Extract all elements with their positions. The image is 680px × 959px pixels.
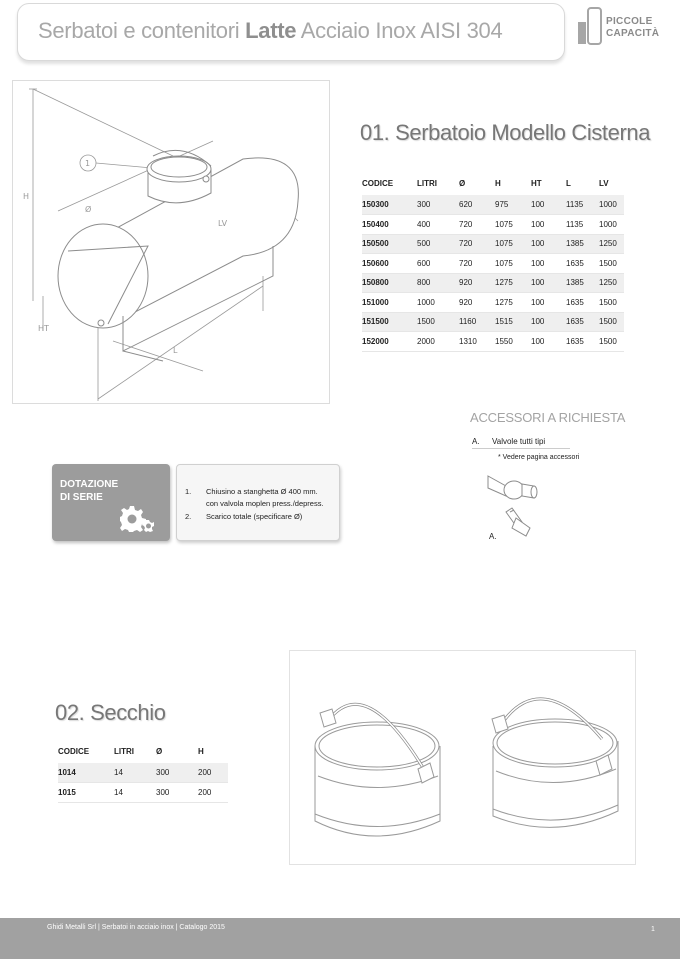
- bucket-illustration: [290, 651, 637, 866]
- tank-drawing: [12, 80, 330, 404]
- gears-icon: [120, 504, 154, 532]
- cell-code: 151000: [362, 293, 417, 313]
- col-header: LITRI: [417, 178, 437, 188]
- table-row: [362, 234, 624, 254]
- table-cell: 300: [156, 763, 198, 783]
- table-cell: 1250: [599, 234, 624, 254]
- table-cell: 1635: [566, 254, 599, 274]
- dim-lv-label: LV: [218, 219, 228, 228]
- cell-code: 150400: [362, 215, 417, 235]
- table-cell: 720: [459, 215, 495, 235]
- table-cell: 1135: [566, 195, 599, 215]
- header-banner: [17, 3, 565, 61]
- table-cell: 2000: [417, 332, 459, 352]
- table-row: [362, 273, 624, 293]
- table-cell: 100: [531, 234, 566, 254]
- table-cell: 1160: [459, 312, 495, 332]
- cell-code: 150500: [362, 234, 417, 254]
- table-row: [58, 783, 228, 803]
- table-cell: 300: [417, 195, 459, 215]
- table-cell: 100: [531, 195, 566, 215]
- dim-l-label: L: [173, 346, 178, 355]
- cell-code: 152000: [362, 332, 417, 352]
- table-header-row: [362, 177, 624, 195]
- table-cell: 14: [114, 763, 156, 783]
- section2-title: 02. Secchio: [55, 700, 166, 725]
- table-cell: 720: [459, 254, 495, 274]
- col-header: HT: [531, 178, 542, 188]
- table-cell: 400: [417, 215, 459, 235]
- col-header: Ø: [156, 746, 163, 756]
- table-cell: 1500: [599, 312, 624, 332]
- table-cell: 100: [531, 332, 566, 352]
- table-cell: 1310: [459, 332, 495, 352]
- table-cell: 300: [156, 783, 198, 803]
- table-row: [362, 195, 624, 215]
- table-cell: 1550: [495, 332, 531, 352]
- table-cell: 975: [495, 195, 531, 215]
- dotazione-list: [176, 464, 340, 541]
- table-cell: 1500: [599, 293, 624, 313]
- table-row: [362, 215, 624, 235]
- table-cell: 1075: [495, 234, 531, 254]
- table-cell: 1000: [417, 293, 459, 313]
- list-number: 2.: [185, 512, 192, 521]
- table-cell: 1635: [566, 332, 599, 352]
- table-cell: 800: [417, 273, 459, 293]
- dotazione-badge: [52, 464, 170, 541]
- col-header: LITRI: [114, 746, 134, 756]
- logo-text: [606, 16, 659, 40]
- table-cell: 1275: [495, 273, 531, 293]
- table-cell: 1000: [599, 215, 624, 235]
- table-cell: 200: [198, 763, 228, 783]
- table-cell: 720: [459, 234, 495, 254]
- table-cell: 100: [531, 273, 566, 293]
- cell-code: 150600: [362, 254, 417, 274]
- dim-diam-label: Ø: [85, 205, 92, 214]
- table-cell: 1250: [599, 273, 624, 293]
- accessory-text: Valvole tutti tipi: [492, 437, 546, 446]
- footer-text: Ghidi Metalli Srl | Serbatoi in acciaio inox | Catalogo 2015: [47, 924, 225, 931]
- cell-code: 150300: [362, 195, 417, 215]
- list-number: 1.: [185, 487, 192, 496]
- table-cell: 100: [531, 215, 566, 235]
- logo-line2: CAPACITÀ: [606, 28, 660, 39]
- page-number: 1: [651, 926, 655, 933]
- callout-number: 1: [85, 159, 91, 168]
- col-header: CODICE: [58, 746, 90, 756]
- table-cell: 500: [417, 234, 459, 254]
- table-cell: 1635: [566, 293, 599, 313]
- col-header: CODICE: [362, 178, 394, 188]
- table-cell: 920: [459, 293, 495, 313]
- section1-title: 01. Serbatoio Modello Cisterna: [360, 120, 651, 145]
- table-cell: 1635: [566, 312, 599, 332]
- col-header: H: [495, 178, 501, 188]
- table-cell: 1385: [566, 273, 599, 293]
- tank-illustration: [13, 81, 331, 405]
- cell-code: 150800: [362, 273, 417, 293]
- list-item-line: Chiusino a stanghetta Ø 400 mm.: [206, 487, 318, 496]
- title-bold: Latte: [245, 18, 297, 43]
- accessory-image-label: A.: [489, 532, 497, 541]
- table-row: [58, 763, 228, 783]
- table-cell: 1000: [599, 195, 624, 215]
- bucket-drawing: [289, 650, 636, 865]
- accessories-title: ACCESSORI A RICHIESTA: [470, 410, 626, 425]
- table-header-row: [58, 745, 228, 763]
- table-cell: 1515: [495, 312, 531, 332]
- logo: [577, 6, 677, 46]
- logo-icon: [577, 6, 603, 46]
- title-prefix: Serbatoi e contenitori: [38, 18, 246, 43]
- dim-h-label: H: [23, 192, 30, 201]
- table-cell: 920: [459, 273, 495, 293]
- cell-code: 1014: [58, 763, 114, 783]
- table-cell: 620: [459, 195, 495, 215]
- valve-icon: [486, 468, 546, 538]
- section2-table: [58, 745, 228, 803]
- table-cell: 1135: [566, 215, 599, 235]
- logo-line1: PICCOLE: [606, 16, 653, 27]
- table-cell: 1385: [566, 234, 599, 254]
- footer: [0, 918, 680, 959]
- dim-ht-label: HT: [38, 324, 49, 333]
- table-cell: 14: [114, 783, 156, 803]
- table-row: [362, 332, 624, 352]
- table-cell: 200: [198, 783, 228, 803]
- accessory-item: [472, 437, 570, 449]
- dotazione-line1: DOTAZIONE: [60, 479, 119, 490]
- col-header: LV: [599, 178, 609, 188]
- accessory-note: * Vedere pagina accessori: [498, 454, 580, 461]
- table-cell: 100: [531, 293, 566, 313]
- table-cell: 1075: [495, 254, 531, 274]
- table-cell: 1500: [599, 332, 624, 352]
- table-row: [362, 312, 624, 332]
- cell-code: 151500: [362, 312, 417, 332]
- table-cell: 100: [531, 312, 566, 332]
- title-suffix: Acciaio Inox AISI 304: [296, 18, 503, 43]
- table-cell: 600: [417, 254, 459, 274]
- table-cell: 1500: [599, 254, 624, 274]
- col-header: Ø: [459, 178, 466, 188]
- page-title: [38, 18, 502, 44]
- table-cell: 100: [531, 254, 566, 274]
- table-row: [362, 254, 624, 274]
- list-item: [206, 486, 324, 510]
- dotazione-label: [60, 478, 118, 504]
- col-header: H: [198, 746, 204, 756]
- col-header: L: [566, 178, 571, 188]
- list-item-line: con valvola moplen press./depress.: [206, 499, 324, 508]
- accessory-label: A.: [472, 437, 480, 446]
- list-item: [206, 511, 302, 523]
- list-item-line: Scarico totale (specificare Ø): [206, 512, 303, 521]
- dotazione-line2: DI SERIE: [60, 492, 103, 503]
- table-cell: 1075: [495, 215, 531, 235]
- table-cell: 1275: [495, 293, 531, 313]
- cell-code: 1015: [58, 783, 114, 803]
- table-cell: 1500: [417, 312, 459, 332]
- table-row: [362, 293, 624, 313]
- section1-table: [362, 177, 624, 352]
